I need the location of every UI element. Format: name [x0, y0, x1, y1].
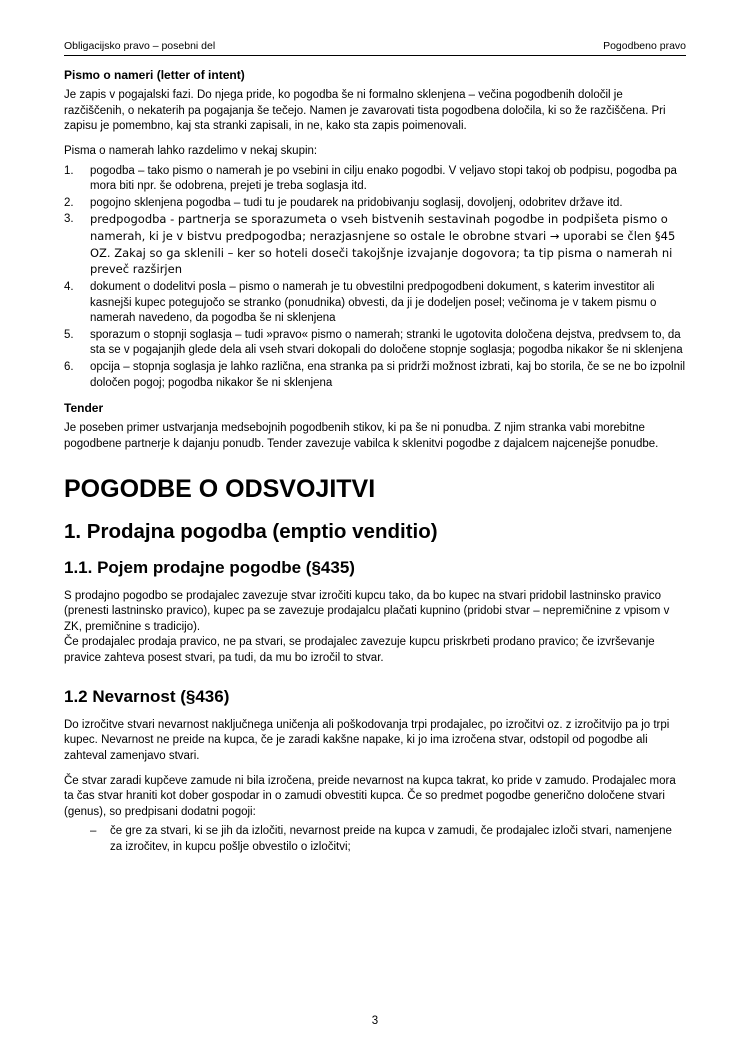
paragraph-1-2-a: Do izročitve stvari nevarnost naključnega uničenja ali poškodovanja trpi prodajalec, po izročitvi oz. z izročitvijo pa jo trpi kupec. Nevarnost ne preide na kupca, če je zaradi kakšne napake, ki jo ima izročena stvar, odstopil od pogodbe ali zahteval zamenjavo stvari.	[64, 718, 670, 762]
list-marker: 6.	[64, 361, 74, 373]
header-right-text: Pogodbeno pravo	[603, 40, 686, 52]
paragraph-1-1-a	[64, 589, 686, 667]
list-item	[64, 360, 686, 391]
list-item-text: opcija – stopnja soglasja je lahko različna, ena stranka pa si pridrži možnost izbrati, kaj bo storila, če se ne bo izpolnil določen pogoj; pogodba nikakor še ni sklenjena	[90, 361, 686, 389]
list-marker: 2.	[64, 196, 74, 209]
list-item	[64, 824, 686, 855]
paragraph-1-2-b: Če stvar zaradi kupčeve zamude ni bila izročena, preide nevarnost na kupca takrat, ko pride v zamudo. Prodajalec mora ta čas stvar hraniti kot dober gospodar in o zamudi obvestiti kupca. Če so predmet pogodbe generično določene stvari (genus), so predpisani dodatni pogoji:	[64, 774, 676, 818]
list-item-text: pogojno sklenjena pogodba – tudi tu je poudarek na pridobivanju soglasij, dovoljenj, odobritev države itd.	[90, 196, 623, 209]
page-number: 3	[371, 1015, 379, 1027]
list-item	[64, 196, 686, 212]
list-item	[64, 164, 686, 195]
list-item-text: če gre za stvari, ki se jih da izločiti, nevarnost preide na kupca v zamudi, če prodajalec izloči stvari, namenjene za izročitev, in kupcu pošlje obvestilo o izločitvi;	[110, 825, 672, 853]
page-footer	[0, 1015, 750, 1027]
list-item-text: sporazum o stopnji soglasja – tudi »pravo« pismo o namerah; stranki le ugotovita določena dejstva, predvsem to, da sta se v pogajanjih glede dela ali vseh stvari dokopali do določene stopnje soglasja; pogodba nikakor še ni sklenjena	[90, 328, 683, 357]
heading-chapter-1: 1. Prodajna pogodba (emptio venditio)	[64, 519, 438, 543]
list-item	[64, 328, 686, 359]
paragraph-1-1-a-line2: Če prodajalec prodaja pravico, ne pa stvari, se prodajalec zavezuje kupcu priskrbeti prodano pravico; če izvrševanje pravice zahteva posest stvari, pa tudi, da mu bo izročil to stvar.	[64, 636, 655, 664]
heading-pismo-o-nameri: Pismo o nameri (letter of intent)	[64, 68, 245, 82]
list-item-text: predpogodba - partnerja se sporazumeta o vseh bistvenih sestavinah pogodbe in podpišeta pismo o namerah, ki je v bistvu predpogodba; nerazjasnjene so ostale le obrobne stvari → uporabi se člen §45 OZ. Zakaj so ga sklenili – ker so hoteli doseči takojšnje izvajanje dogovora; ta tip pisma o namerah ni preveč razširjen	[90, 212, 676, 277]
paragraph-tender: Je poseben primer ustvarjanja medsebojnih pogodbenih stikov, ki pa še ni ponudba. Z njim stranka vabi morebitne pogodbene partnerje k dajanju ponudb. Tender zavezuje vabilca k sklenitvi pogodbe z dajalcem najcenejše ponudbe.	[64, 422, 659, 450]
list-item-text: dokument o dodelitvi posla – pismo o namerah je tu obvestilni predpogodbeni dokument, s katerim investitor ali kasnejši kupec potegujočo se stranko (ponudnika) obvesti, da ji je dodeljen posel; večinoma je v takem pismu o namerah navedeno, da pogodba še ni sklenjena	[90, 280, 657, 325]
list-marker: 4.	[64, 280, 74, 293]
header-left-text: Obligacijsko pravo – posebni del	[64, 40, 216, 52]
list-genus-pogoji	[64, 824, 686, 855]
list-marker: 3.	[64, 213, 74, 226]
list-item-text: pogodba – tako pismo o namerah je po vsebini in cilju enako pogodbi. V veljavo stopi takoj ob podpisu, pogodba pa mora biti npr. še odobrena, prejeti je treba soglasja itd.	[90, 164, 677, 193]
list-marker: 1.	[64, 164, 74, 177]
list-marker: 5.	[64, 328, 74, 341]
list-pismo-skupine	[64, 164, 686, 392]
list-item	[64, 280, 686, 327]
paragraph-pismo-intro: Je zapis v pogajalski fazi. Do njega pride, ko pogodba še ni formalno sklenjena – večina pogodbenih določil je razčiščenih, o nekaterih pa pogajanja še tečejo. Namen je zavarovati tista pogodbena določila, ki so že razčiščena. Pri zapisu je pomembno, kaj sta stranki zapisali, in ne, kako sta zapis poimenovali.	[64, 89, 666, 133]
heading-section-1-1: 1.1. Pojem prodajne pogodbe (§435)	[64, 557, 355, 577]
list-marker: –	[90, 825, 97, 838]
heading-section-1-2: 1.2 Nevarnost (§436)	[64, 686, 230, 706]
paragraph-1-1-a-line1: S prodajno pogodbo se prodajalec zavezuje stvar izročiti kupcu tako, da bo kupec na stvari pridobil lastninsko pravico (prenesti lastninsko pravico), kupec pa se zavezuje prodajalcu plačati kupnino (pridobi stvar – nepremičnine z vpisom v ZK, premičnine s tradicijo).	[64, 589, 670, 633]
paragraph-pismo-skupine: Pisma o namerah lahko razdelimo v nekaj skupin:	[64, 144, 318, 157]
page-header	[64, 40, 686, 56]
document-title: POGODBE O ODSVOJITVI	[64, 474, 376, 503]
list-item	[64, 212, 686, 279]
heading-tender: Tender	[64, 401, 104, 416]
